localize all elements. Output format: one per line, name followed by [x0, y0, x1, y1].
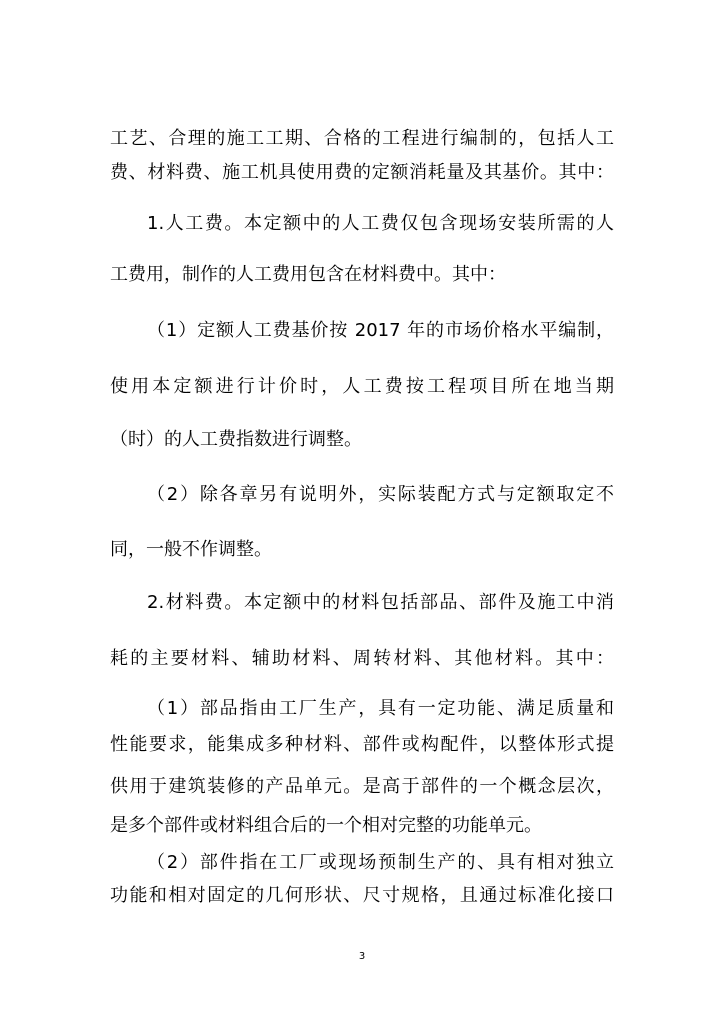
- text-line: 2.材料费。本定额中的材料包括部品、部件及施工中消: [147, 592, 614, 613]
- text-line: （2）除各章另有说明外，实际装配方式与定额取定不: [147, 484, 614, 505]
- text-line: 功能和相对固定的几何形状、尺寸规格，且通过标准化接口: [110, 885, 614, 906]
- text-line: （1）部品指由工厂生产，具有一定功能、满足质量和: [147, 698, 614, 719]
- text-line: 性能要求，能集成多种材料、部件或构配件，以整体形式提: [110, 734, 614, 755]
- text-line: 工费用，制作的人工费用包含在材料费中。其中：: [110, 264, 506, 285]
- text-line: 是多个部件或材料组合后的一个相对完整的功能单元。: [110, 815, 542, 836]
- text-line: 使用本定额进行计价时，人工费按工程项目所在地当期: [110, 376, 614, 397]
- text-line: 1.人工费。本定额中的人工费仅包含现场安装所需的人: [147, 213, 614, 234]
- text-line: 费、材料费、施工机具使用费的定额消耗量及其基价。其中：: [110, 162, 614, 183]
- text-line: （1）定额人工费基价按 2017 年的市场价格水平编制，: [147, 320, 614, 341]
- text-line: （时）的人工费指数进行调整。: [110, 429, 362, 450]
- text-line: 耗的主要材料、辅助材料、周转材料、其他材料。其中：: [110, 648, 614, 669]
- text-line: （2）部件指在工厂或现场预制生产的、具有相对独立: [147, 852, 614, 873]
- page-number: 3: [358, 951, 366, 962]
- text-line: 工艺、合理的施工工期、合格的工程进行编制的，包括人工: [110, 128, 614, 149]
- text-line: 同，一般不作调整。: [110, 539, 272, 560]
- text-line: 供用于建筑装修的产品单元。是高于部件的一个概念层次，: [110, 776, 614, 797]
